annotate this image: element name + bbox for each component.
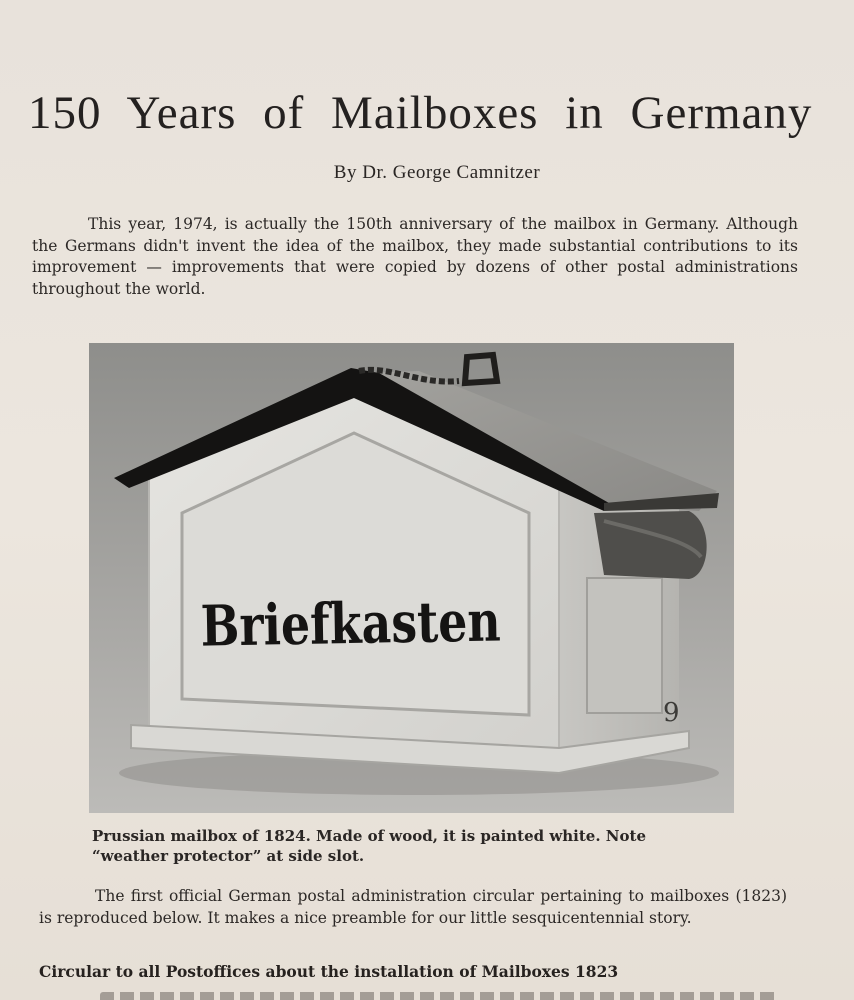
circular-heading: Circular to all Postoffices about the installation of Mailboxes 1823 [39,962,619,981]
article-title: 150 Years of Mailboxes in Germany [28,87,813,139]
caption-line-2: “weather protector” at side slot. [92,847,365,865]
mailbox-sign-text: Briefkasten [200,587,568,660]
intro-paragraph-text: This year, 1974, is actually the 150th anniversary of the mailbox in Germany. Although the Germans didn't invent the idea of the mailbox, they made substantial contributions to its improvement — improvements that were copied by dozens of other postal administrations throughout the world. [32,215,798,298]
intro-paragraph [32,214,798,300]
photo-caption [92,826,752,866]
second-paragraph [39,886,787,929]
caption-line-1: Prussian mailbox of 1824. Made of wood, it is painted white. Note [92,827,646,845]
cut-off-text-line [100,992,780,1000]
mailbox-photo [89,343,734,813]
mailbox-illustration [89,343,734,813]
article-byline: By Dr. George Camnitzer [333,162,541,183]
second-paragraph-text: The first official German postal administration circular pertaining to mailboxes (1823) is reproduced below. It makes a nice preamble for our little sesquicentennial story. [39,887,787,927]
mailbox-number-mark: 9 [663,698,680,728]
